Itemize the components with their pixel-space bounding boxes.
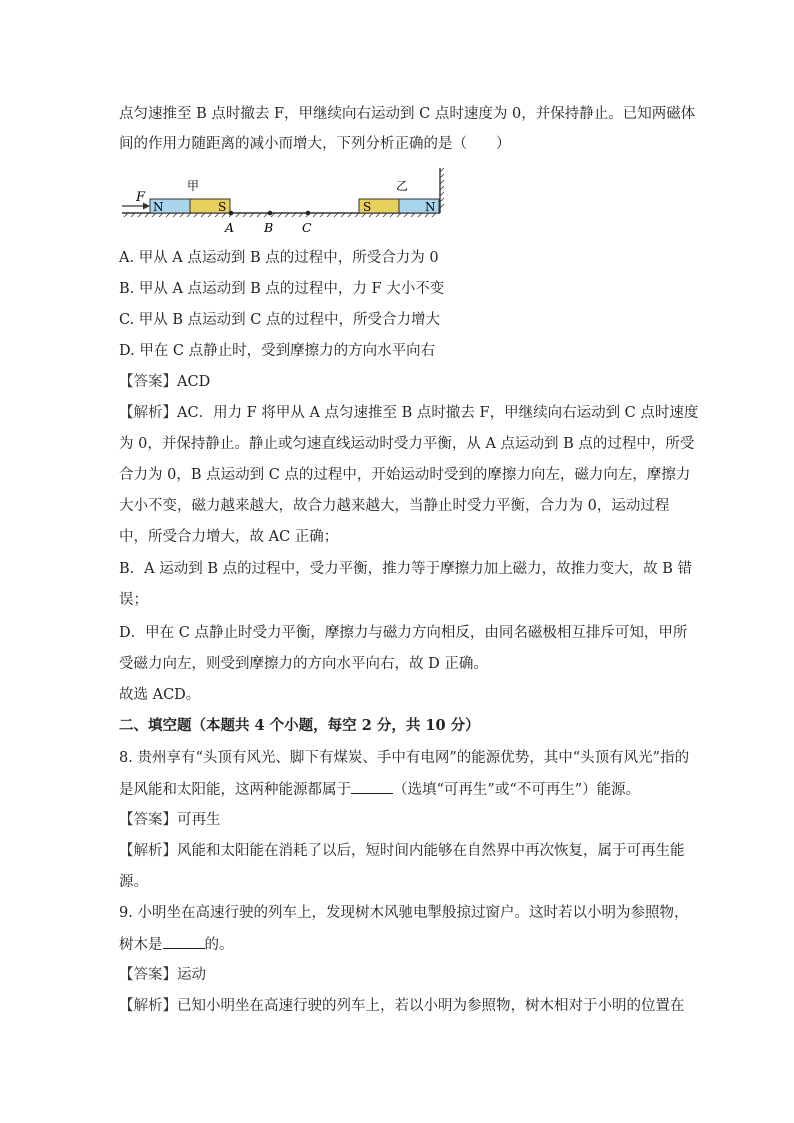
answer-blank: [351, 779, 393, 794]
explanation-line-5: 中，所受合力增大，故 AC 正确；: [119, 529, 339, 545]
magnet-right-label: 乙: [396, 179, 409, 193]
question-8-line-1: 8. 贵州享有“头顶有风光、脚下有煤炭、手中有电网”的能源优势，其中“头顶有风光”指的: [119, 750, 690, 766]
explanation-line-4: 大小不变，磁力越来越大，故合力越来越大，当静止时受力平衡，合力为 0，运动过程: [119, 498, 670, 514]
explanation-line-9: 受磁力向左，则受到摩擦力的方向水平向右，故 D 正确。: [119, 656, 488, 672]
answer-9-value: 运动: [177, 967, 206, 983]
explanation-line-3: 合力为 0，B 点运动到 C 点的过程中，开始运动时受到的摩擦力向左，磁力向左，摩擦力: [119, 467, 691, 483]
question-9-text-post: 的。: [204, 937, 234, 953]
section-heading: 二、填空题（本题共 4 个小题，每空 2 分，共 10 分）: [119, 717, 480, 734]
answer-value: ACD: [177, 374, 211, 390]
question-8-text-pre: 是风能和太阳能，这两种能源都属于: [119, 782, 351, 798]
option-c: C. 甲从 B 点运动到 C 点的过程中，所受合力增大: [119, 312, 440, 328]
magnet-right-s-label: S: [363, 200, 372, 214]
question-9-line-1: 9. 小明坐在高速行驶的列车上，发现树木风驰电掣般掠过窗户。这时若以小明为参照物，: [119, 905, 689, 921]
explanation-9-text: 已知小明坐在高速行驶的列车上，若以小明为参照物，树木相对于小明的位置在: [177, 998, 685, 1014]
option-d: D. 甲在 C 点静止时，受到摩擦力的方向水平向右: [119, 343, 436, 359]
question-8-line-2: [119, 779, 640, 800]
point-c-dot: [306, 211, 311, 216]
option-b: B. 甲从 A 点运动到 B 点的过程中，力 F 大小不变: [119, 281, 445, 297]
answer-9-tag: 【答案】: [119, 967, 177, 983]
force-label: F: [136, 190, 146, 205]
point-b-label: B: [264, 220, 274, 235]
magnet-left-label: 甲: [187, 179, 200, 193]
explanation-line-6: B．A 运动到 B 点的过程中，受力平衡，推力等于摩擦力加上磁力，故推力变大，故 B 错: [119, 561, 692, 577]
answer-line: [119, 372, 210, 392]
explanation-8-line-1: [119, 841, 685, 861]
point-a-label: A: [225, 220, 235, 235]
question-8-text-post: （选填“可再生”或“不可再生”）能源。: [393, 782, 641, 798]
explanation-line-2: 为 0，并保持静止。静止或匀速直线运动时受力平衡，从 A 点运动到 B 点的过程中，所受: [119, 436, 695, 452]
question-9-text-pre: 树木是: [119, 937, 163, 953]
magnet-figure: [118, 168, 458, 240]
question-text-line-2: 间的作用力随距离的减小而增大，下列分析正确的是（ ）: [119, 136, 511, 152]
point-a-dot: [229, 211, 234, 216]
question-9-line-2: [119, 934, 234, 955]
explanation-8-tag: 【解析】: [119, 843, 177, 859]
point-b-dot: [268, 211, 273, 216]
question-text-line-1: 点匀速推至 B 点时撤去 F，甲继续向右运动到 C 点时速度为 0，并保持静止。已知两磁体: [119, 106, 696, 122]
option-a: A. 甲从 A 点运动到 B 点的过程中，所受合力为 0: [119, 250, 439, 266]
magnet-left-s-label: S: [218, 200, 227, 214]
explanation-line-7: 误；: [119, 592, 148, 608]
explanation-8-text: 风能和太阳能在消耗了以后，短时间内能够在自然界中再次恢复，属于可再生能: [177, 843, 685, 859]
answer-8-tag: 【答案】: [119, 812, 177, 828]
answer-9-line: [119, 965, 206, 985]
point-c-label: C: [302, 220, 312, 235]
explanation-tag: 【解析】: [119, 405, 177, 421]
explanation-8-line-2: 源。: [119, 874, 148, 890]
explanation-line-8: D．甲在 C 点静止时受力平衡，摩擦力与磁力方向相反，由同名磁极相互排斥可知，甲所: [119, 625, 688, 641]
magnet-left-n-label: N: [153, 200, 164, 214]
answer-8-value: 可再生: [177, 812, 221, 828]
explanation-line-1: [119, 403, 698, 423]
explanation-9-line-1: [119, 996, 685, 1016]
explanation-9-tag: 【解析】: [119, 998, 177, 1014]
explanation-line-10: 故选 ACD。: [119, 687, 201, 703]
answer-tag: 【答案】: [119, 374, 177, 390]
answer-blank: [163, 934, 205, 949]
magnet-right-n-label: N: [425, 200, 436, 214]
explanation-text: AC．用力 F 将甲从 A 点匀速推至 B 点时撤去 F，甲继续向右运动到 C 点时速度: [177, 405, 699, 421]
answer-8-line: [119, 810, 221, 830]
